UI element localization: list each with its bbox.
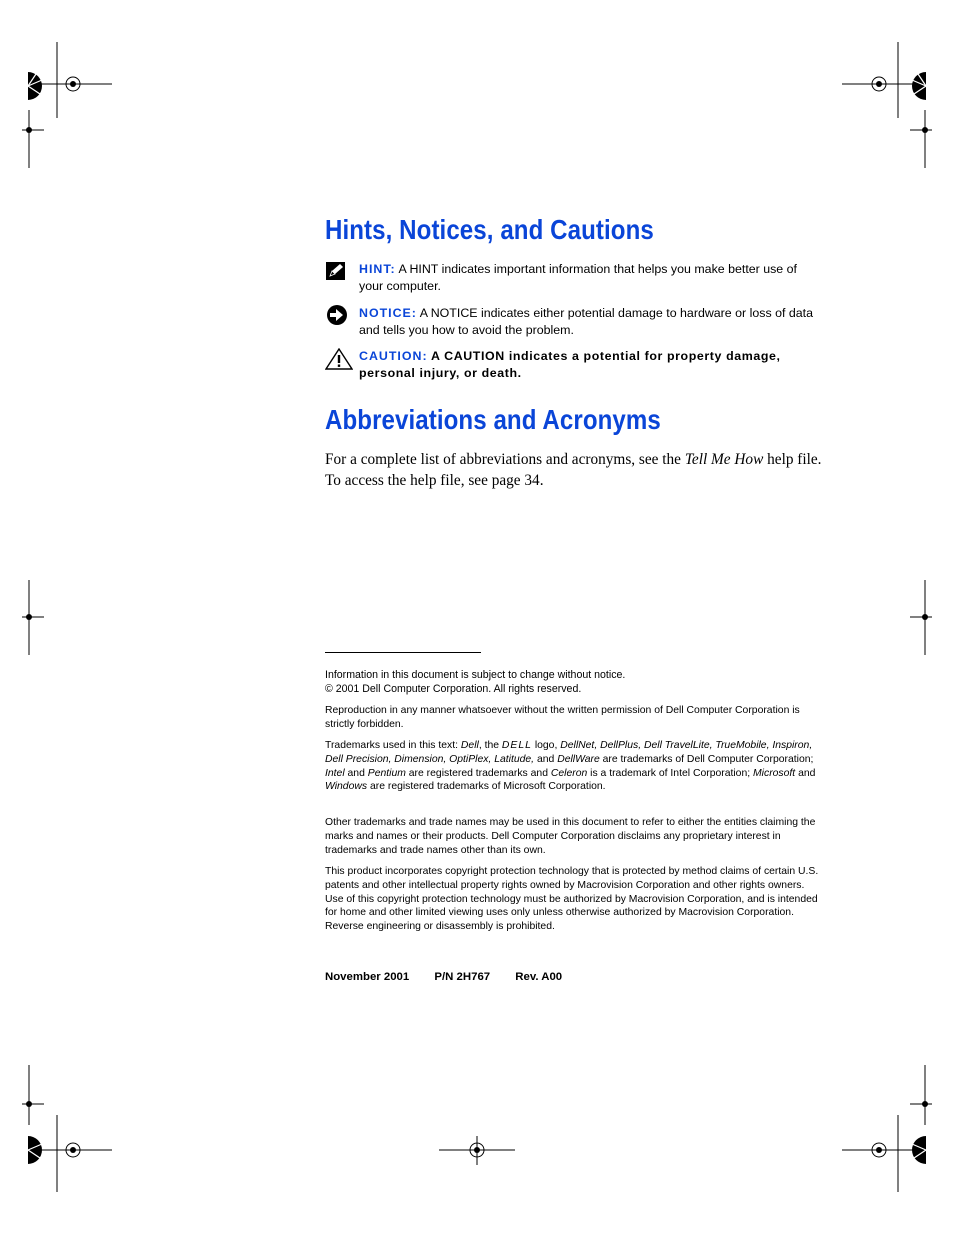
abbrev-text-2: help file. To access the help file, see page 34.: [325, 451, 822, 489]
part-number: P/N 2H767: [434, 971, 491, 983]
macrovision-text: This product incorporates copyright protection technology that is protected by method claims of certain U.S. patents and other intellectual property rights owned by Macrovision Corporation and other rights owners. Use of this copyright protection technology must be authorized by Macrovision Corporation, and is intended for home and other limited viewing uses only unless otherwise authorized by Macrovision Corporation. Reverse engineering or disassembly is prohibited.: [325, 866, 819, 933]
tm-rest4: are registered trademarks of Microsoft Corporation.: [369, 781, 606, 793]
caution-label: CAUTION:: [359, 349, 428, 363]
revision: Rev. A00: [515, 971, 563, 983]
tm-intro: Trademarks used in this text:: [325, 740, 459, 751]
tm-and3: and: [798, 767, 816, 779]
warning-triangle-icon: [325, 348, 353, 370]
copyright-line: © 2001 Dell Computer Corporation. All rights reserved.: [325, 682, 582, 695]
publication-date: November 2001: [325, 971, 410, 983]
hint-body: A HINT indicates important information that helps you make better use of your computer.: [359, 262, 797, 293]
abbrev-text-1: For a complete list of abbreviations and acronyms, see the: [325, 451, 681, 468]
tm-and2: and: [347, 767, 365, 779]
section-title-abbreviations: Abbreviations and Acronyms: [325, 404, 661, 435]
tm-list: DellNet, DellPlus, Dell TravelLite, TrueMobile, Inspiron, Dell Precision, Dimension, OptiPlex, Latitude,: [325, 740, 813, 765]
notice-body: A NOTICE indicates either potential damage to hardware or loss of data and tells you how to avoid the problem.: [359, 306, 813, 337]
hint-label: HINT:: [359, 262, 396, 276]
tm-rest3: is a trademark of Intel Corporation;: [590, 767, 751, 779]
other-trademarks-text: Other trademarks and trade names may be used in this document to refer to either the entities claiming the marks and names or their products. Dell Computer Corporation disclaims any proprietary interest in trademarks and trade names other than its own.: [325, 817, 816, 856]
tm-the: , the: [478, 740, 500, 751]
tm-rest1: are trademarks of Dell Computer Corporation;: [602, 753, 814, 765]
notice-label: NOTICE:: [359, 306, 417, 320]
pencil-note-icon: [325, 261, 347, 281]
tm-windows: Windows: [325, 781, 368, 793]
footnote-rule: [325, 652, 481, 653]
abbreviations-paragraph: [325, 449, 825, 491]
tm-logo-word: logo,: [534, 740, 558, 751]
notice-arrow-icon: [325, 305, 349, 327]
abbrev-italic-title: Tell Me How: [684, 451, 764, 468]
hint-text: [359, 261, 815, 295]
tm-pentium: Pentium: [367, 767, 406, 779]
tm-dell: Dell: [460, 740, 479, 751]
tm-rest2: are registered trademarks and: [408, 767, 548, 779]
caution-body: A CAUTION indicates a potential for property damage, personal injury, or death.: [359, 349, 781, 380]
publication-footer: [325, 971, 584, 983]
tm-and: and: [536, 753, 555, 765]
trademarks-paragraph: [325, 739, 825, 794]
caution-text: [359, 348, 815, 382]
tm-intel: Intel: [325, 767, 345, 779]
tm-dellware: DellWare: [557, 753, 600, 765]
notice-note: [325, 305, 815, 339]
reproduction-text: Reproduction in any manner whatsoever without the written permission of Dell Computer Corporation is strictly forbidden.: [325, 705, 800, 730]
change-notice: [325, 669, 825, 697]
tm-celeron: Celeron: [550, 767, 588, 779]
dell-logo-text: DELL: [501, 740, 532, 751]
hint-note: [325, 261, 815, 295]
section-title-hints: Hints, Notices, and Cautions: [325, 214, 654, 245]
reproduction-paragraph: [325, 704, 825, 732]
change-notice-line: Information in this document is subject to change without notice.: [325, 669, 626, 681]
notice-text: [359, 305, 815, 339]
tm-microsoft: Microsoft: [753, 767, 796, 779]
other-trademarks-paragraph: [325, 816, 825, 857]
macrovision-paragraph: [325, 865, 825, 934]
caution-note: [325, 348, 815, 382]
